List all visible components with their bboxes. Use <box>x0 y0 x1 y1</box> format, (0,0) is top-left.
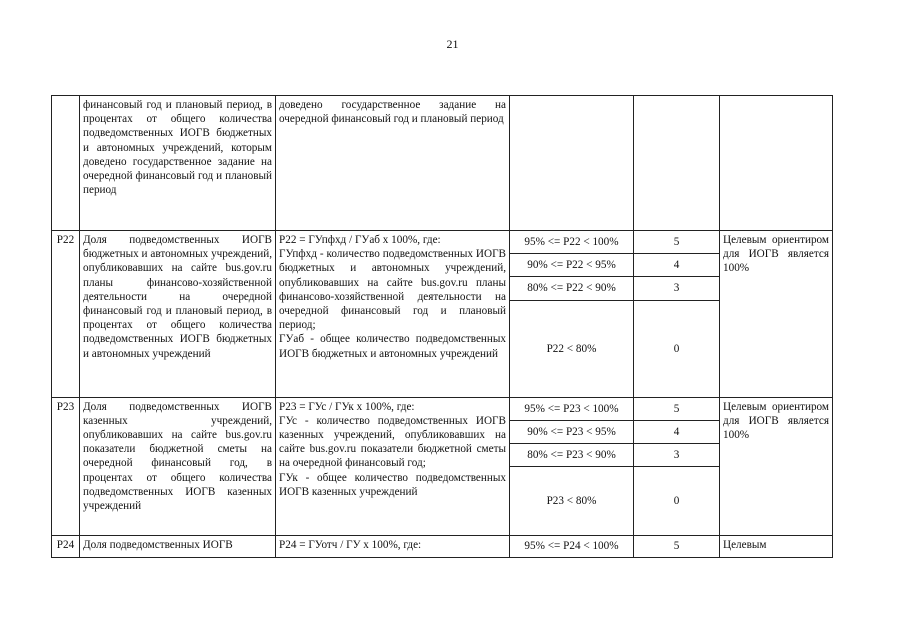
condition-cell: 80% <= P23 < 90% <box>510 444 634 467</box>
row-id: P22 <box>52 231 80 398</box>
formula-desc: ГУпфхд - количество подведомственных ИОГВ бюджетных и автономных учреждений, опубликовавших на сайте bus.gov.ru планы финансово-хозяйственной деятельности на очередной финансовый год и плановый период; <box>279 248 506 332</box>
table-row-p23 <box>52 397 833 420</box>
score-cell: 5 <box>634 536 720 558</box>
row-target: Целевым <box>720 536 833 558</box>
table-row-p24 <box>52 536 833 558</box>
score-cell: 0 <box>634 300 720 397</box>
condition-cell: 90% <= P23 < 95% <box>510 420 634 443</box>
condition-cell: P22 < 80% <box>510 300 634 397</box>
condition-cell: 80% <= P22 < 90% <box>510 277 634 300</box>
formula-desc: ГУс - количество подведомственных ИОГВ казенных учреждений, опубликовавших на сайте bus.gov.ru показатели бюджетной сметы на очередной финансовый год; <box>279 414 506 470</box>
table-row-p22 <box>52 231 833 254</box>
condition-cell: 95% <= P23 < 100% <box>510 397 634 420</box>
condition-cell: 95% <= P24 < 100% <box>510 536 634 558</box>
cell-formula: доведено государственное задание на очередной финансовый год и плановый период <box>276 96 510 231</box>
row-id: P24 <box>52 536 80 558</box>
row-target: Целевым ориентиром для ИОГВ является 100% <box>720 397 833 536</box>
cell-target <box>720 96 833 231</box>
condition-cell: 90% <= P22 < 95% <box>510 254 634 277</box>
table-row-continued <box>52 96 833 231</box>
score-cell: 5 <box>634 397 720 420</box>
condition-cell: P23 < 80% <box>510 467 634 536</box>
formula-desc: ГУк - общее количество подведомственных ИОГВ казенных учреждений <box>279 471 506 498</box>
formula-line: P23 = ГУс / ГУк x 100%, где: <box>279 400 415 413</box>
condition-cell: 95% <= P22 < 100% <box>510 231 634 254</box>
formula-line: P24 = ГУотч / ГУ x 100%, где: <box>279 539 422 552</box>
cell-condition <box>510 96 634 231</box>
page-number: 21 <box>446 37 459 51</box>
row-indicator: Доля подведомственных ИОГВ казенных учреждений, опубликовавших на сайте bus.gov.ru показатели бюджетной сметы на очередной финансовый год, в процентах от общего количества подведомственных ИОГВ казенных учреждений <box>80 397 276 536</box>
score-cell: 4 <box>634 420 720 443</box>
cell-id <box>52 96 80 231</box>
row-formula <box>276 397 510 536</box>
score-cell: 5 <box>634 231 720 254</box>
formula-line: P22 = ГУпфхд / ГУаб x 100%, где: <box>279 234 441 246</box>
indicators-table <box>51 95 833 558</box>
row-indicator: Доля подведомственных ИОГВ <box>80 536 276 558</box>
row-indicator: Доля подведомственных ИОГВ бюджетных и автономных учреждений, опубликовавших на сайте bus.gov.ru планы финансово-хозяйственной деятельности на очередной финансовый год и плановый период, в процентах от общего количества подведомственных ИОГВ бюджетных и автономных учреждений <box>80 231 276 398</box>
score-cell: 3 <box>634 444 720 467</box>
score-cell: 3 <box>634 277 720 300</box>
row-formula <box>276 536 510 558</box>
formula-desc: ГУаб - общее количество подведомственных ИОГВ бюджетных и автономных учреждений <box>279 333 506 360</box>
row-formula <box>276 231 510 398</box>
score-cell: 0 <box>634 467 720 536</box>
row-target: Целевым ориентиром для ИОГВ является 100% <box>720 231 833 398</box>
score-cell: 4 <box>634 254 720 277</box>
cell-score <box>634 96 720 231</box>
row-id: P23 <box>52 397 80 536</box>
cell-indicator: финансовый год и плановый период, в процентах от общего количества подведомственных ИОГВ бюджетных и автономных учреждений, которым доведено государственное задание на очередной финансовый год и плановый период <box>80 96 276 231</box>
